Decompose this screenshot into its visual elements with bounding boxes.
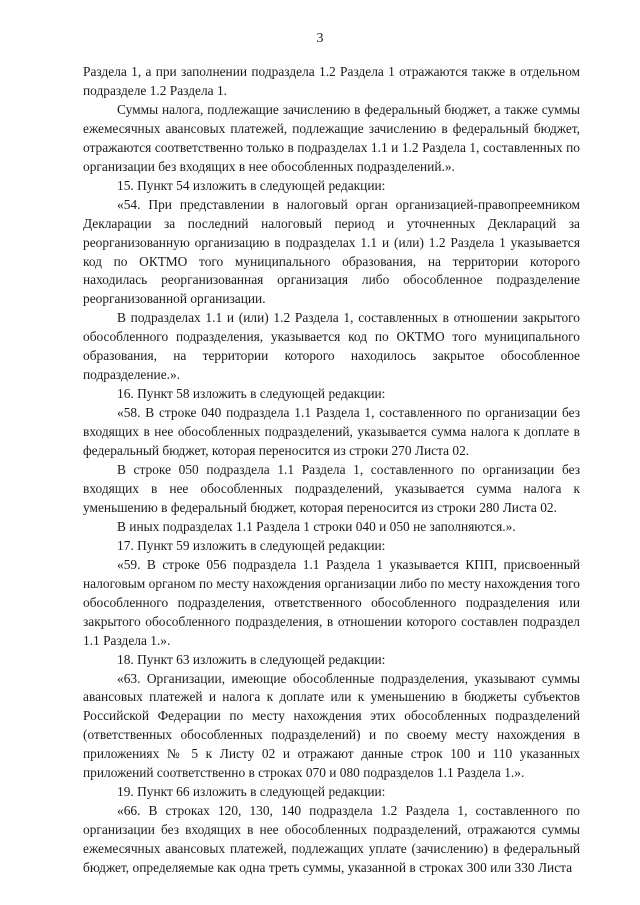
paragraph-continuation: Раздела 1, а при заполнении подраздела 1.2 Раздела 1 отражаются также в отдельном подразделе 1.2 Раздела 1. [83, 64, 580, 98]
document-body [83, 63, 580, 878]
paragraph-item-18: 18. Пункт 63 изложить в следующей редакции: [117, 651, 386, 667]
paragraph-clause-66: «66. В строках 120, 130, 140 подраздела 1.2 Раздела 1, составленного по организации без входящих в нее обособленных подразделений, отражаются суммы ежемесячных авансовых платежей, подлежащих уплате (зачислению) в федеральный бюджет, определяемые как одна треть суммы, указанной в строках 300 или 330 Листа [83, 803, 580, 876]
page-number: 3 [316, 31, 324, 46]
paragraph-item-16: 16. Пункт 58 изложить в следующей редакции: [117, 386, 386, 402]
paragraph-clause-58-other: В иных подразделах 1.1 Раздела 1 строки 040 и 050 не заполняются.». [117, 518, 516, 534]
paragraph-item-17: 17. Пункт 59 изложить в следующей редакции: [117, 537, 386, 553]
paragraph-item-15: 15. Пункт 54 изложить в следующей редакции: [117, 177, 386, 193]
paragraph-item-19: 19. Пункт 66 изложить в следующей редакции: [117, 784, 386, 800]
paragraph-clause-63: «63. Организации, имеющие обособленные подразделения, указывают суммы авансовых платежей и налога к доплате или к уменьшению в бюджеты субъектов Российской Федерации по месту нахождения этих обособленных подразделений (ответственных обособленных подразделений) и по своему месту нахождения в приложениях № 5 к Листу 02 и отражают данные строк 100 и 110 указанных приложений соответственно в строках 070 и 080 подразделов 1.1 Раздела 1.». [83, 670, 580, 781]
paragraph-federal-budget: Суммы налога, подлежащие зачислению в федеральный бюджет, а также суммы ежемесячных авансовых платежей, подлежащие зачислению в федеральный бюджет, отражаются соответственно только в подразделах 1.1 и 1.2 Раздела 1, составленных по организации без входящих в нее обособленных подразделений.». [83, 101, 580, 174]
paragraph-clause-54-closed: В подразделах 1.1 и (или) 1.2 Раздела 1, составленных в отношении закрытого обособленного подразделения, указывается код по ОКТМО того муниципального образования, на территории которого находилось закрытое обособленное подразделение.». [83, 310, 580, 383]
paragraph-clause-58: «58. В строке 040 подраздела 1.1 Раздела 1, составленного по организации без входящих в нее обособленных подразделений, указывается сумма налога к доплате в федеральный бюджет, которая переносится из строки 270 Листа 02. [83, 405, 580, 459]
paragraph-clause-54: «54. При представлении в налоговый орган организацией-правопреемником Декларации за последний налоговый период и уточненных Деклараций за реорганизованную организацию в подразделах 1.1 и (или) 1.2 Раздела 1 указывается код по ОКТМО того муниципального образования, на территории которого находилась реорганизованная организация либо обособленное подразделение реорганизованной организации. [83, 196, 580, 307]
paragraph-clause-58-line-050: В строке 050 подраздела 1.1 Раздела 1, составленного по организации без входящих в нее обособленных подразделений, указывается сумма налога к уменьшению в федеральный бюджет, которая переносится из строки 280 Листа 02. [83, 462, 580, 515]
paragraph-clause-59: «59. В строке 056 подраздела 1.1 Раздела 1 указывается КПП, присвоенный налоговым органом по месту нахождения организации либо по месту нахождения того обособленного подразделения, ответственного обособленного подразделения или закрытого обособленного подразделения, в отношении которого составлен подраздел 1.1 Раздела 1.». [83, 556, 580, 648]
